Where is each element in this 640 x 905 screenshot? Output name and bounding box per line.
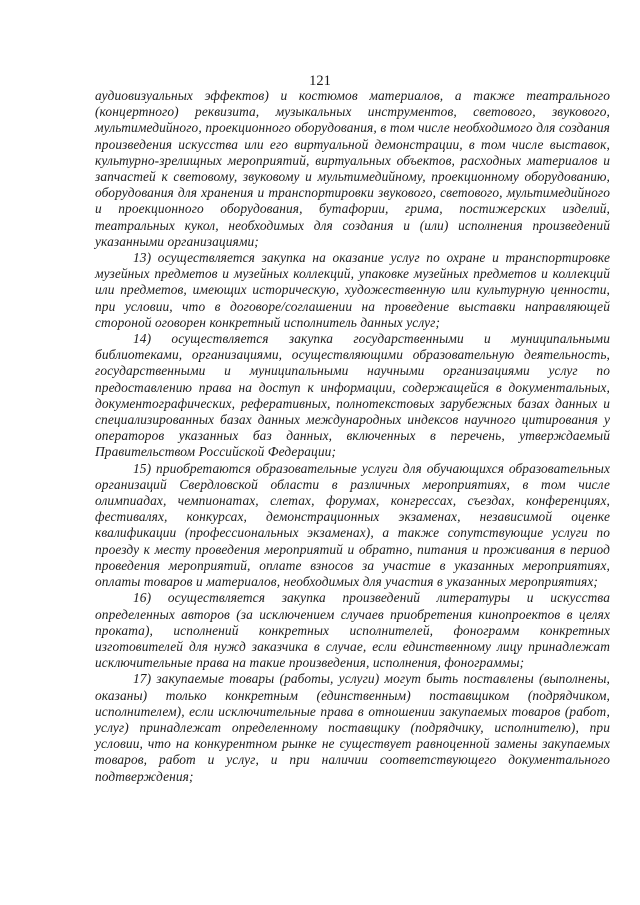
paragraph-item-15: 15) приобретаются образовательные услуги для обучающихся образовательных организаций Свердловской области в различных мероприятиях, в том числе олимпиадах, чемпионатах, слетах, форумах, конгрессах, съездах, конференциях, фестивалях, конкурсах, демонстрационных экзаменах, независимой оценке квалификации (профессиональных экзаменах), а также сопутствующие услуги по проезду к месту проведения мероприятий и обратно, питания и проживания в период проведения мероприятий, оплате взносов за участие в указанных мероприятиях, оплаты товаров и материалов, необходимых для участия в указанных мероприятиях; [95,460,610,590]
document-body [95,88,610,785]
page-number: 121 [309,73,331,89]
paragraph-continuation: аудиовизуальных эффектов) и костюмов материалов, а также театрального (концертного) реквизита, музыкальных инструментов, светового, звукового, мультимедийного, проекционного оборудования, в том числе необходимого для создания произведения искусства или его виртуальной демонстрации, в том числе выставок, культурно-зрелищных мероприятий, виртуальных объектов, расходных материалов и запчастей к световому, звуковому и мультимедийному, проекционному оборудованию, оборудования для хранения и транспортировки звукового, светового, мультимедийного и проекционного оборудования, бутафории, грима, постижерских изделий, театральных кукол, необходимых для создания и (или) исполнения произведений указанными организациями; [95,88,610,249]
paragraph-item-17: 17) закупаемые товары (работы, услуги) могут быть поставлены (выполнены, оказаны) только конкретным (единственным) поставщиком (подрядчиком, исполнителем), если исключительные права в отношении закупаемых товаров (работ, услуг) принадлежат определенному поставщику (подрядчику, исполнителю), при условии, что на конкурентном рынке не существует равноценной замены закупаемых товаров, работ и услуг, и при наличии соответствующего документального подтверждения; [95,671,610,784]
paragraph-item-16: 16) осуществляется закупка произведений литературы и искусства определенных авторов (за исключением случаев приобретения кинопроектов в целях проката), исполнений конкретных исполнителей, фонограмм конкретных изготовителей для нужд заказчика в случае, если единственному лицу принадлежат исключительные права на такие произведения, исполнения, фонограммы; [95,590,610,671]
paragraph-item-13: 13) осуществляется закупка на оказание услуг по охране и транспортировке музейных предметов и музейных коллекций, упаковке музейных предметов и коллекций или предметов, имеющих историческую, художественную или культурную ценности, при условии, что в договоре/соглашении на проведение выставки направляющей стороной оговорен конкретный исполнитель данных услуг; [95,250,610,330]
paragraph-item-14: 14) осуществляется закупка государственными и муниципальными библиотеками, организациями, осуществляющими образовательную деятельность, государственными и муниципальными научными организациями услуг по предоставлению права на доступ к информации, содержащейся в документальных, документографических, реферативных, полнотекстовых зарубежных базах данных и специализированных базах данных международных индексов научного цитирования у операторов указанных баз данных, включенных в перечень, утверждаемый Правительством Российской Федерации; [95,331,610,460]
